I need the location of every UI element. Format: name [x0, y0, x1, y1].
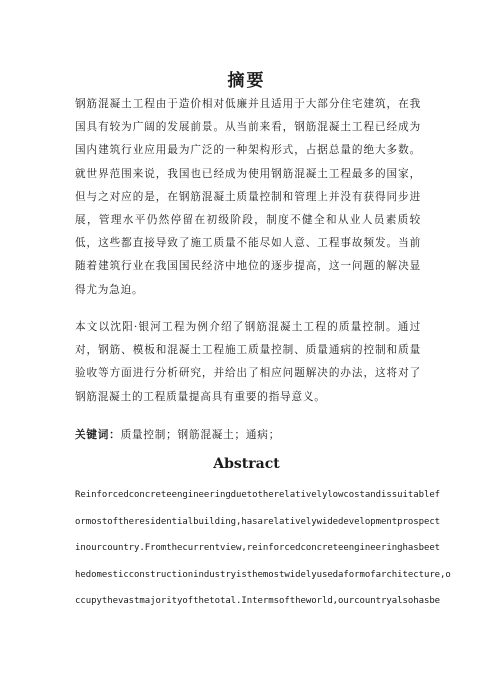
abstract-en-body [75, 488, 451, 621]
keywords-line [75, 427, 280, 442]
abstract-en-line: Reinforcedconcreteengineeringduetotherelativelylowcostandissuitablef [75, 490, 441, 500]
abstract-en-line: ormostoftheresidentialbuilding,hasarelativelywidedevelopmentprospect [75, 516, 441, 527]
abstract-title-en: Abstract [213, 456, 280, 472]
abstract-en-line: ccupythevastmajorityofthetotal.Intermsoftheworld,ourcountryalsohasbe [75, 596, 441, 606]
abstract-title-cn: 摘要 [227, 71, 266, 91]
keywords-label: 关键词： [75, 429, 121, 441]
abstract-paragraph-1: 钢筋混凝土工程由于造价相对低廉并且适用于大部分住宅建筑，在我国具有较为广阔的发展前景。从当前来看，钢筋混凝土工程已经成为国内建筑行业应用最为广泛的一种架构形式，占据总量的绝大多数。就世界范围来说，我国也已经成为使用钢筋混凝土工程最多的国家，但与之对应的是，在钢筋混凝土质量控制和管理上并没有获得同步进展，管理水平仍然停留在初级阶段，制度不健全和从业人员素质较低，这些都直接导致了施工质量不能尽如人意、工程事故频发。当前随着建筑行业在我国国民经济中地位的逐步提高，这一问题的解决显得尤为急迫。 [75, 98, 421, 296]
abstract-en-line: hedomesticconstructionindustryisthemostwidelyusedaformofarchitecture,o [75, 569, 451, 580]
keywords-value: 质量控制；钢筋混凝土；通病； [120, 429, 281, 441]
abstract-en-line: inourcountry.Fromthecurrentview,reinforcedconcreteengineeringhasbeet [75, 543, 441, 553]
abstract-paragraph-2: 本文以沈阳·银河工程为例介绍了钢筋混凝土工程的质量控制。通过对，钢筋、模板和混凝土工程施工质量控制、质量通病的控制和质量验收等方面进行分析研究，并给出了相应问题解决的办法，这将对了钢筋混凝土的工程质量提高具有重要的指导意义。 [75, 321, 421, 403]
